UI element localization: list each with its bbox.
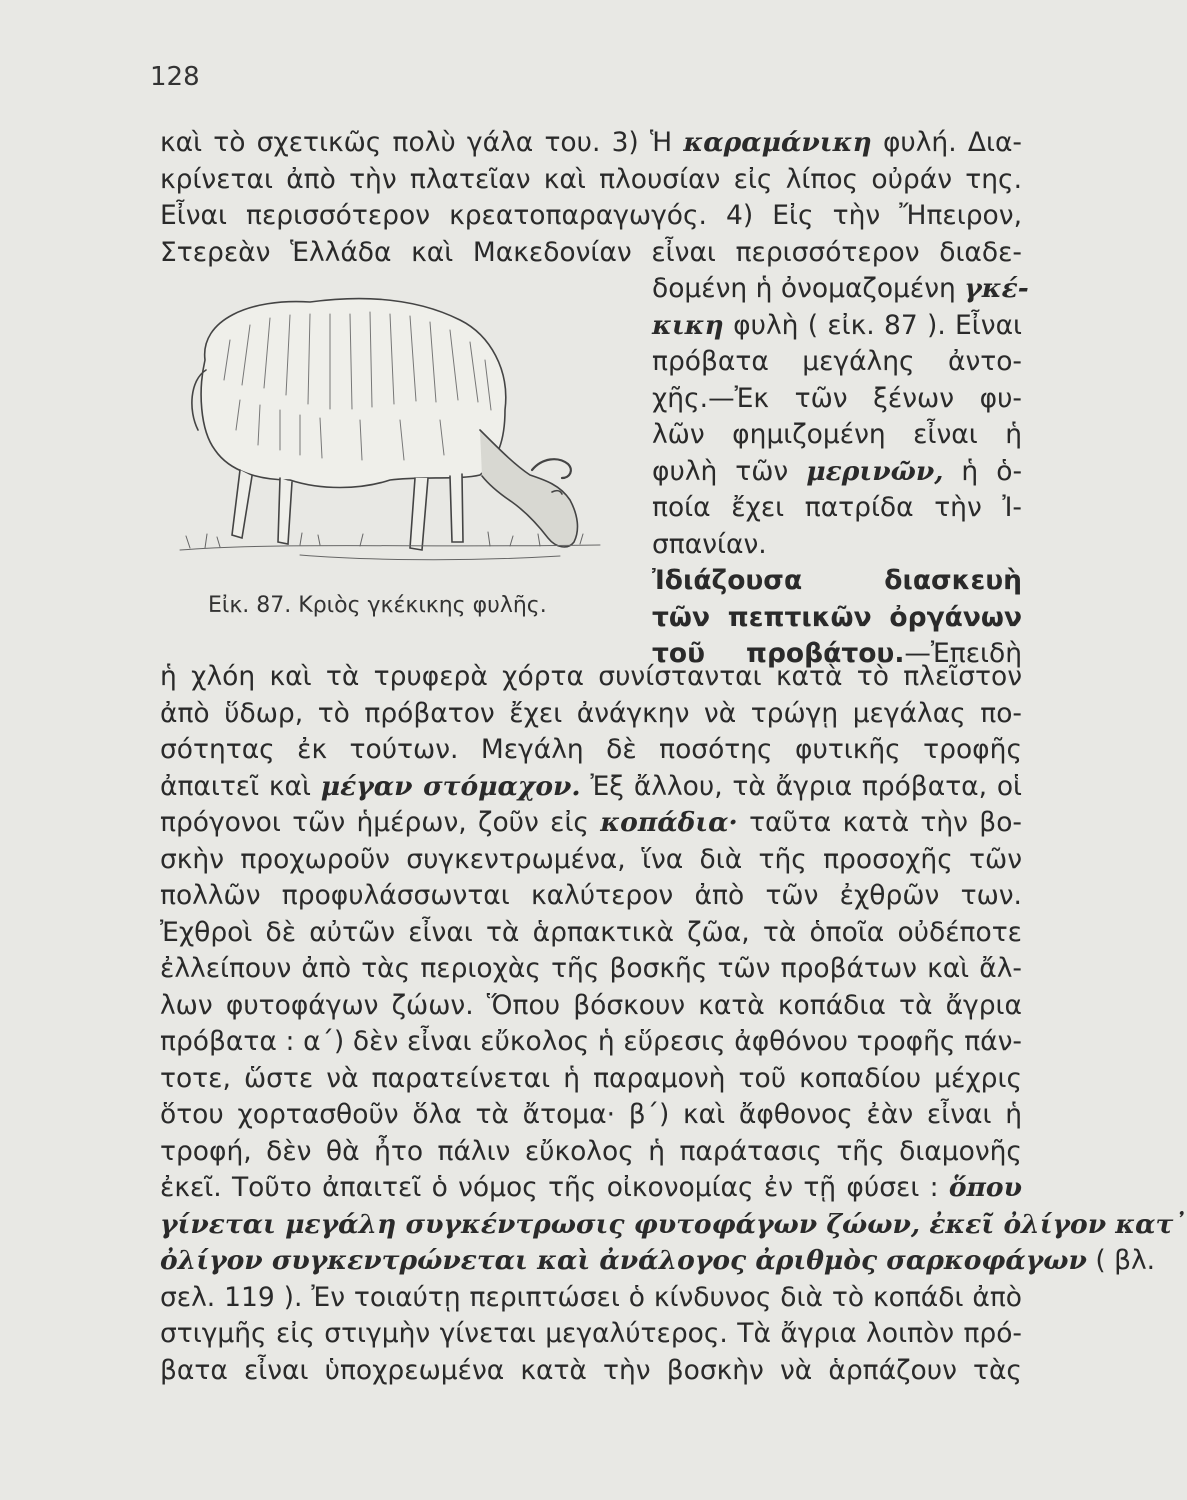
text-line — [160, 1281, 1022, 1315]
text-line — [652, 455, 1022, 489]
text-segment: πρόβατα : α΄) δὲν εἶναι εὔκολος ἡ εὕρεσις ἀφθόνου τροφῆς πάν- — [160, 1026, 1022, 1057]
text-segment: καὶ τὸ σχετικῶς πολὺ γάλα του. 3) Ἡ — [160, 127, 684, 158]
text-line — [160, 1062, 1022, 1096]
text-segment: ἡ ὁ- — [943, 455, 1023, 487]
text-line — [160, 916, 1022, 950]
text-segment: στιγμῆς εἰς στιγμὴν γίνεται μεγαλύτερος. Τὰ ἄγρια λοιπὸν πρό- — [160, 1318, 1022, 1349]
text-segment: ἀπαιτεῖ καὶ — [160, 770, 321, 802]
text-line — [160, 770, 1022, 804]
text-segment: λῶν φημιζομένη εἶναι ἡ — [652, 419, 1022, 450]
text-line — [160, 989, 1022, 1023]
text-segment: ποία ἔχει πατρίδα τὴν Ἰ- — [652, 492, 1022, 523]
text-line — [160, 1135, 1022, 1169]
text-line — [652, 382, 1022, 416]
text-line — [160, 843, 1022, 877]
text-segment: πρόγονοι τῶν ἡμέρων, ζοῦν εἰς — [160, 807, 601, 838]
text-segment: Στερεὰν Ἑλλάδα καὶ Μακεδονίαν εἶναι περισσότερον διαδε- — [160, 236, 1022, 268]
text-line — [652, 601, 1022, 635]
text-segment: κικη — [652, 309, 724, 341]
text-line — [160, 236, 1022, 270]
text-line — [160, 126, 1022, 160]
text-segment: μερινῶν, — [806, 455, 944, 487]
text-segment: —Ἐπειδὴ — [904, 638, 1022, 669]
text-segment: ( βλ. — [1086, 1245, 1156, 1276]
text-line — [160, 1098, 1022, 1132]
text-line — [652, 272, 1029, 306]
text-segment: φυλὴ ( εἰκ. 87 ). Εἶναι — [723, 309, 1022, 341]
text-segment: γίνεται μεγάλη συγκέντρωσις φυτοφάγων ζώων, ἐκεῖ ὀλίγον κατ᾽ — [160, 1208, 1187, 1240]
text-line — [160, 879, 1022, 913]
text-line — [160, 1244, 1156, 1278]
page-number: 128 — [150, 62, 200, 92]
figure-caption: Εἰκ. 87. Κριὸς γκέκικης φυλῆς. — [208, 593, 547, 618]
text-segment: ὀλίγον συγκεντρώνεται καὶ ἀνάλογος ἀριθμὸς σαρκοφάγων — [160, 1245, 1087, 1276]
text-segment: ταῦτα κατὰ τὴν βο- — [737, 807, 1022, 838]
text-segment: σκὴν προχωροῦν συγκεντρωμένα, ἵνα διὰ τῆς προσοχῆς τῶν — [160, 843, 1022, 875]
text-segment: λων φυτοφάγων ζώων. Ὅπου βόσκουν κατὰ κοπάδια τὰ ἄγρια — [160, 989, 1022, 1021]
text-segment: ἐκεῖ. Τοῦτο ἀπαιτεῖ ὁ νόμος τῆς οἰκονομίας ἐν τῇ φύσει : — [160, 1172, 949, 1203]
text-segment: χῆς.—Ἐκ τῶν ξένων φυ- — [652, 382, 1022, 414]
text-line — [160, 1171, 1022, 1205]
text-segment: ὅπου — [948, 1172, 1022, 1203]
text-line — [652, 491, 1022, 525]
text-segment: ἀπὸ ὕδωρ, τὸ πρόβατον ἔχει ἀνάγκην νὰ τρώγῃ μεγάλας πο- — [160, 697, 1022, 729]
sheep-figure — [160, 280, 630, 600]
text-segment: πολλῶν προφυλάσσωνται καλύτερον ἀπὸ τῶν ἐχθρῶν των. — [160, 880, 1022, 911]
text-line — [160, 733, 1022, 767]
text-segment: κρίνεται ἀπὸ τὴν πλατεῖαν καὶ πλουσίαν εἰς λίπος οὐράν της. — [160, 163, 1022, 195]
text-segment: μέγαν στόμαχον. — [320, 770, 581, 802]
text-segment: φυλὴ τῶν — [652, 455, 807, 487]
text-line — [160, 1025, 1022, 1059]
text-segment: τῶν πεπτικῶν ὀργάνων — [652, 601, 1022, 633]
text-line — [160, 806, 1022, 840]
text-segment: γκέ- — [964, 273, 1029, 304]
text-segment: ἐλλείπουν ἀπὸ τὰς περιοχὰς τῆς βοσκῆς τῶν προβάτων καὶ ἄλ- — [160, 953, 1022, 984]
sheep-illustration — [160, 280, 630, 600]
text-segment: πρόβατα μεγάλης ἀντο- — [652, 346, 1022, 377]
text-line — [652, 564, 1022, 598]
text-segment: ὅτου χορτασθοῦν ὅλα τὰ ἄτομα· β΄) καὶ ἄφθονος ἐὰν εἶναι ἡ — [160, 1099, 1022, 1130]
text-segment: τοτε, ὥστε νὰ παρατείνεται ἡ παραμονὴ τοῦ κοπαδίου μέχρις — [160, 1062, 1022, 1094]
text-segment: σελ. 119 ). Ἐν τοιαύτῃ περιπτώσει ὁ κίνδυνος διὰ τὸ κοπάδι ἀπὸ — [160, 1281, 1022, 1313]
text-line — [652, 345, 1022, 379]
text-line — [160, 952, 1022, 986]
text-segment: Ἐχθροὶ δὲ αὐτῶν εἶναι τὰ ἁρπακτικὰ ζῶα, τὰ ὁποῖα οὐδέποτε — [160, 916, 1022, 948]
text-segment: φυλή. Δια- — [871, 127, 1022, 158]
text-line — [160, 1354, 1022, 1388]
text-line — [160, 1208, 1187, 1242]
text-line — [160, 697, 1022, 731]
text-segment: δομένη ἡ ὀνομαζομένη — [652, 273, 965, 304]
text-segment: σπανίαν. — [652, 528, 767, 560]
text-segment: τροφή, δὲν θὰ ἦτο πάλιν εὔκολος ἡ παράτασις τῆς διαμονῆς — [160, 1135, 1022, 1167]
text-segment: σότητας ἐκ τούτων. Μεγάλη δὲ ποσότης φυτικῆς τροφῆς — [160, 734, 1022, 765]
text-segment: βατα εἶναι ὑποχρεωμένα κατὰ τὴν βοσκὴν νὰ ἁρπάζουν τὰς — [160, 1354, 1022, 1386]
text-segment: Ἐξ ἄλλου, τὰ ἄγρια πρόβατα, οἱ — [580, 770, 1022, 802]
text-segment: Ἰδιάζουσα διασκευὴ — [652, 565, 1022, 596]
text-segment: ἡ χλόη καὶ τὰ τρυφερὰ χόρτα συνίστανται κατὰ τὸ πλεῖστον — [160, 661, 1022, 692]
text-segment: καραμάνικη — [683, 127, 872, 158]
text-line — [652, 309, 1022, 343]
text-line — [160, 660, 1022, 694]
text-segment: κοπάδια· — [600, 807, 738, 838]
text-line — [160, 163, 1022, 197]
text-line — [160, 199, 1022, 233]
text-line — [652, 528, 1022, 562]
text-segment: τοῦ προβάτου. — [652, 638, 905, 669]
text-segment: Εἶναι περισσότερον κρεατοπαραγωγός. 4) Εἰς τὴν Ἤπειρον, — [160, 200, 1022, 231]
text-line — [652, 418, 1022, 452]
text-line — [160, 1317, 1022, 1351]
